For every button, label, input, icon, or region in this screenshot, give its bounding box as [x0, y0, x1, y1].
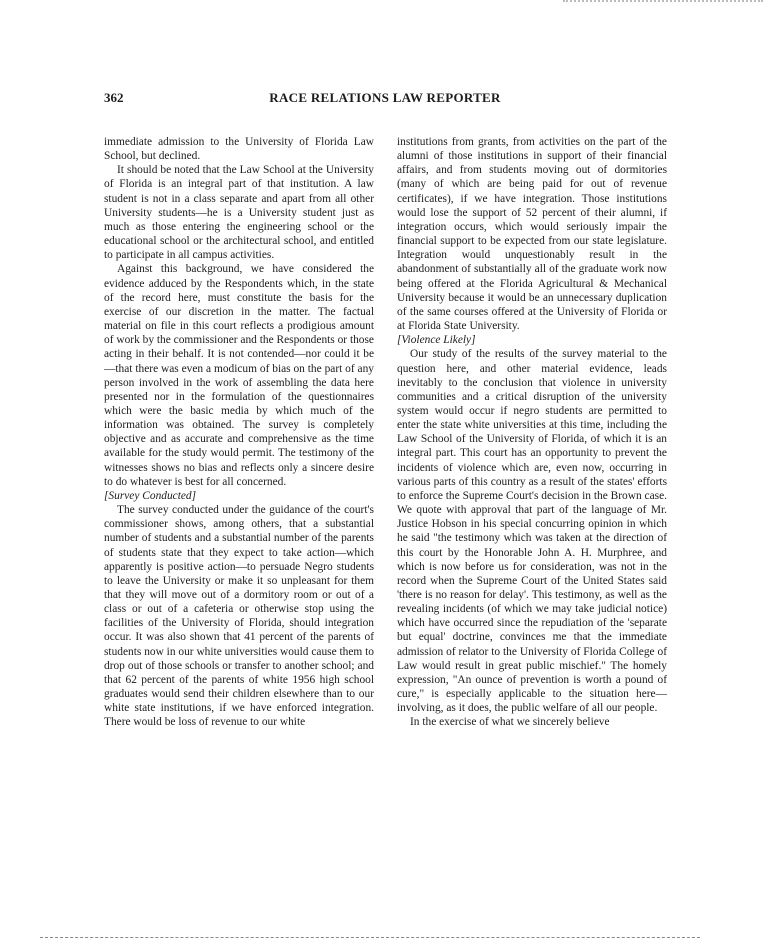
section-heading-survey: [Survey Conducted]	[104, 489, 197, 502]
left-paragraph-1: immediate admission to the University of Florida Law School, but declined.	[104, 136, 374, 163]
right-column	[397, 135, 667, 730]
page-number: 362	[104, 90, 124, 105]
left-paragraph-4: The survey conducted under the guidance of the court's commissioner shows, among others, that a substantial number of students and a substantial number of the parents of students state that they expect to take action—which apparently is positive action—to persuade Negro students to leave the University or make it so unpleasant for them that they will move out of a dormitory room or out of a class or out of a cafeteria or otherwise stop using the facilities of the University of Florida, should integration occur. It was also shown that 41 percent of the parents of students now in our white universities would cause them to drop out of those schools or transfer to another school; and that 62 percent of the parents of white 1956 high school graduates would send their children elsewhere than to our white state institutions, if we have enforced integration. There would be loss of revenue to our white	[104, 504, 374, 729]
page-header	[104, 90, 666, 110]
footer-rule	[40, 937, 700, 939]
running-title: RACE RELATIONS LAW REPORTER	[269, 90, 501, 105]
right-paragraph-1: institutions from grants, from activities on the part of the alumni of those institutions in support of their financial affairs, and from students moving out of dormitories (many of which are being paid for out of revenue certificates), if we have integration. Those institutions would lose the support of 52 percent of their alumni, if integration occurs, which would seriously impair the financial support to be expected from our state legislature. Integration would unquestionably result in the abandonment of substantially all of the graduate work now being offered at the Florida Agricultural & Mechanical University because it would be an unnecessary duplication of the same courses offered at the University of Florida or at Florida State University.	[397, 136, 667, 333]
left-column	[104, 135, 374, 730]
section-heading-violence: [Violence Likely]	[397, 334, 476, 347]
scan-edge-marks	[563, 0, 763, 3]
left-paragraph-3: Against this background, we have considered the evidence adduced by the Respondents which, in the state of the record here, must constitute the basis for the exercise of our discretion in the matter. The factual material on file in this court reflects a prodigious amount of work by the commissioner and the Respondents or those acting in their behalf. It is not contended—nor could it be—that there was even a modicum of bias on the part of any person involved in the work of assembling the data here presented nor in the formulation of the questionnaires which were the basic media by which much of the information was obtained. The survey is completely objective and as accurate and comprehensive as the time available for the study would permit. The testimony of the witnesses shows no bias and reflects only a sincere desire to do whatever is best for all concerned.	[104, 263, 374, 488]
left-paragraph-2: It should be noted that the Law School at the University of Florida is an integral part of that institution. A law student is not in a class separate and apart from all other University students—he is a University student just as much as those entering the engineering school or the educational school or the architectural school, and entitled to participate in all campus activities.	[104, 164, 374, 262]
right-paragraph-3: In the exercise of what we sincerely believe	[410, 716, 610, 729]
right-paragraph-2: Our study of the results of the survey material to the question here, and other material evidence, leads inevitably to the conclusion that violence in university communities and a critical disruption of the university system would occur if negro students are permitted to enter the state white universities at this time, including the Law School of the University of Florida, of which it is an integral part. This court has an opportunity to prevent the incidents of violence which are, even now, occurring in various parts of this country as a result of the states' efforts to enforce the Supreme Court's decision in the Brown case. We quote with approval that part of the language of Mr. Justice Hobson in his special concurring opinion in which he said "the testimony which was taken at the direction of this court by the Honorable John A. H. Murphree, and which is now before us for consideration, was not in the record when the Supreme Court of the United States said 'there is no reason for delay'. This testimony, as well as the revealing incidents (of which we may take judicial notice) which have occurred since the repudiation of the 'separate but equal' doctrine, convinces me that the immediate admission of relator to the University of Florida College of Law would result in great public mischief." The homely expression, "An ounce of prevention is worth a pound of cure," is especially applicable to the situation here—involving, as it does, the public welfare of all our people.	[397, 348, 667, 715]
